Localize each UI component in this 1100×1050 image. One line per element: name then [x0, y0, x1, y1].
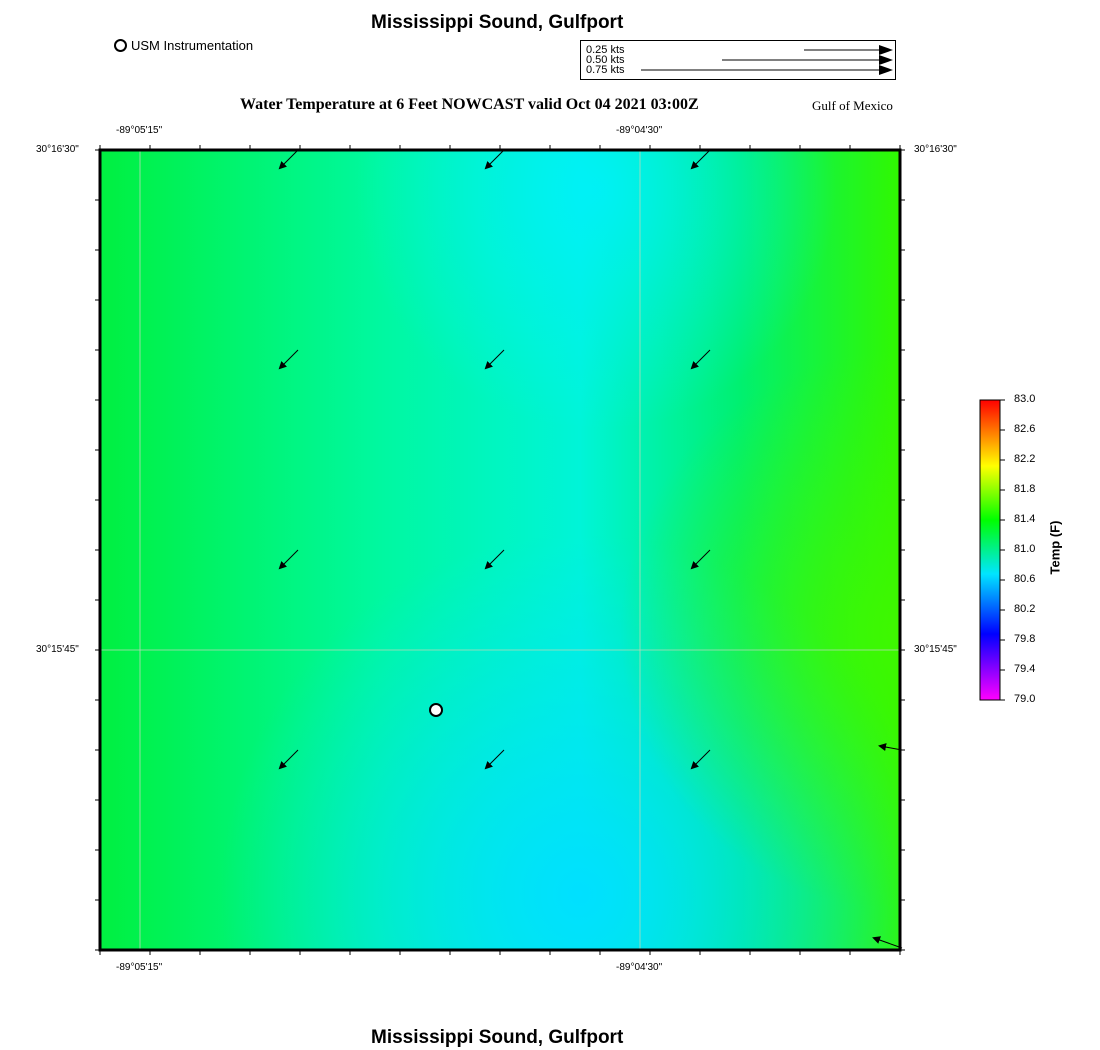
colorbar-tick-label: 81.0: [1014, 543, 1036, 555]
lon-tick-top-1: -89°05'15": [116, 125, 163, 136]
page-title: Mississippi Sound, Gulfport: [371, 12, 624, 33]
colorbar-tick-label: 79.4: [1014, 663, 1036, 675]
colorbar-tick-label: 81.4: [1014, 513, 1036, 525]
colorbar-tick-label: 82.2: [1014, 453, 1036, 465]
speed-label-050: 0.50 kts: [586, 54, 625, 66]
temperature-field-warm: [100, 150, 900, 950]
circle-marker-icon: [114, 39, 127, 52]
lat-tick-left-1: 30°16'30": [36, 144, 79, 155]
speed-label-025: 0.25 kts: [586, 44, 625, 56]
lat-tick-right-1: 30°16'30": [914, 144, 957, 155]
station-legend-label: USM Instrumentation: [131, 38, 254, 53]
colorbar-title: Temp (F): [1047, 520, 1063, 575]
lat-tick-right-2: 30°15'45": [914, 644, 957, 655]
colorbar-tick-label: 79.8: [1014, 633, 1036, 645]
colorbar: [978, 396, 1008, 706]
colorbar-ticks: [1000, 400, 1005, 700]
colorbar-tick-label: 81.8: [1014, 483, 1036, 495]
speed-arrow-075: [641, 65, 893, 75]
lon-tick-top-2: -89°04'30": [616, 125, 663, 136]
footer-title: Mississippi Sound, Gulfport: [371, 1027, 624, 1048]
station-marker[interactable]: [430, 704, 442, 716]
colorbar-tick-label: 80.2: [1014, 603, 1036, 615]
colorbar-tick-label: 80.6: [1014, 573, 1036, 585]
speed-arrow-050: [722, 55, 893, 65]
speed-arrow-025: [804, 45, 893, 55]
speed-scale-legend: [580, 40, 896, 80]
station-legend: [114, 38, 253, 53]
colorbar-tick-label: 79.0: [1014, 693, 1036, 705]
region-label: Gulf of Mexico: [812, 98, 893, 113]
map-field: [100, 150, 900, 950]
lon-tick-bottom-2: -89°04'30": [616, 962, 663, 973]
lon-tick-bottom-1: -89°05'15": [116, 962, 163, 973]
lat-tick-left-2: 30°15'45": [36, 644, 79, 655]
colorbar-gradient: [980, 400, 1000, 700]
speed-label-075: 0.75 kts: [586, 64, 625, 76]
temperature-map: [90, 140, 910, 960]
speed-arrows: [581, 41, 895, 79]
colorbar-tick-label: 83.0: [1014, 393, 1036, 405]
colorbar-tick-label: 82.6: [1014, 423, 1036, 435]
map-subtitle: Water Temperature at 6 Feet NOWCAST valid Oct 04 2021 03:00Z: [240, 96, 699, 113]
